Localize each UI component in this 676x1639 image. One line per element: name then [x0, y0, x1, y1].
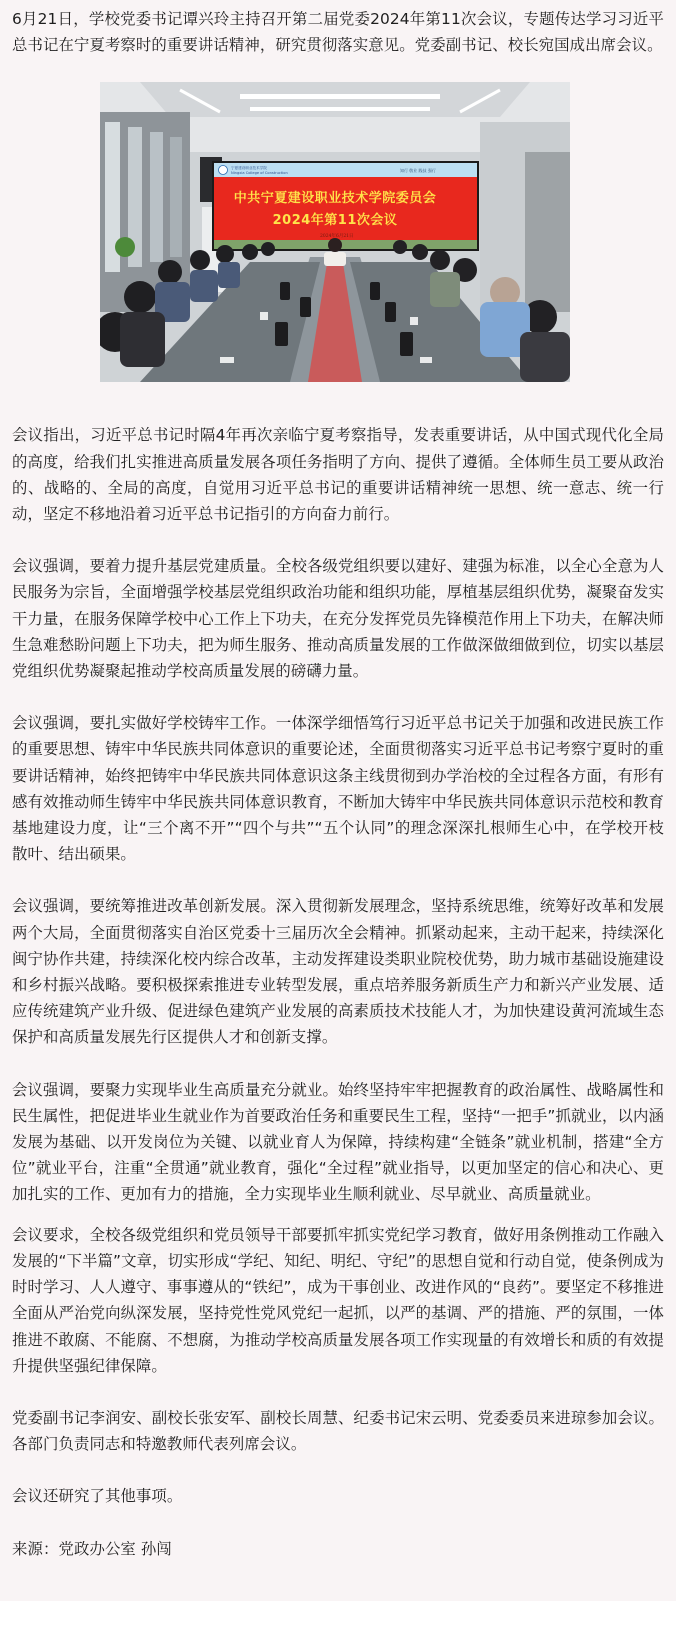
source-line: 来源：党政办公室 孙闯: [12, 1539, 172, 1558]
banner-school-name-en: Ningxia College of Construction: [231, 171, 288, 176]
paragraph-ethnic-unity: 会议强调，要扎实做好学校铸牢工作。一体深学细悟笃行习近平总书记关于加强和改进民族工作的重要思想、铸牢中华民族共同体意识的重要论述，全面贯彻落实习近平总书记考察宁夏时的重要讲话精神，始终把铸牢中华民族共同体意识这条主线贯彻到办学治校的全过程各方面，有形有感有效推动师生铸牢中华民族共同体意识教育，不断加大铸牢中华民族共同体意识示范校和教育基地建设力度，让“三个离不开”“四个与共”“五个认同”的理念深深扎根师生心中，在学校开枝散叶、结出硕果。: [12, 714, 664, 864]
meeting-photo-illustration: [100, 82, 570, 382]
paragraph-reform: 会议强调，要统筹推进改革创新发展。深入贯彻新发展理念，坚持系统思维，统筹好改革和发展两个大局，全面贯彻落实自治区党委十三届历次全会精神。抓紧动起来，主动干起来，持续深化闽宁协作共建，持续深化校内综合改革，主动发挥建设类职业院校优势，助力城市基础设施建设和乡村振兴战略。要积极探索推进专业转型发展，重点培养服务新质生产力和新兴产业发展、适应传统建筑产业升级、促进绿色建筑产业发展的高素质技术技能人才，为加快建设黄河流域生态保护和高质量发展先行区提供人才和创新支撑。: [12, 897, 664, 1047]
banner-date: 2024年6月21日: [320, 234, 354, 240]
banner-motto: 知行 敬业 践技 强行: [400, 168, 436, 174]
banner-title-line1: 中共宁夏建设职业技术学院委员会: [233, 191, 437, 207]
meeting-photo: [100, 82, 570, 382]
paragraph-party-building: 会议强调，要着力提升基层党建质量。全校各级党组织要以建好、建强为标准，以全心全意为人民服务为宗旨，全面增强学校基层党组织政治功能和组织功能，厚植基层组织优势，凝聚奋发实干力量，在服务保障学校中心工作上下功夫，在充分发挥党员先锋模范作用上下功夫，在解决师生急难愁盼问题上下功夫，把为师生服务、推动高质量发展的工作做深做细做到位，切实以基层党组织优势凝聚起推动学校高质量发展的磅礴力量。: [12, 557, 664, 681]
paragraph-intro: 6月21日，学校党委书记谭兴玲主持召开第二届党委2024年第11次会议，专题传达学习习近平总书记在宁夏考察时的重要讲话精神，研究贯彻落实意见。党委副书记、校长宛国成出席会议。: [12, 10, 664, 55]
banner-school-name-cn: 宁夏建设职业技术学院: [231, 166, 267, 171]
paragraph-employment: 会议强调，要聚力实现毕业生高质量充分就业。始终坚持牢牢把握教育的政治属性、战略属性和民生属性，把促进毕业生就业作为首要政治任务和重要民生工程，坚持“一把手”抓就业，以内涵发展为基础、以开发岗位为关键、以就业育人为保障，持续构建“全链条”就业机制，搭建“全方位”就业平台，注重“全贯通”就业教育，强化“全过程”就业指导，以更加坚定的信心和决心、更加扎实的工作、更加有力的措施，全力实现毕业生顺利就业、尽早就业、高质量就业。: [12, 1080, 664, 1204]
chair-person: [328, 238, 342, 252]
school-logo-icon: [219, 166, 228, 175]
paragraph-discipline: 会议要求，全校各级党组织和党员领导干部要抓牢抓实党纪学习教育，做好用条例推动工作融入发展的“下半篇”文章，切实形成“学纪、知纪、明纪、守纪”的思想自觉和行动自觉，使条例成为时时学习、人人遵守、事事遵从的“铁纪”，成为干事创业、改进作风的“良药”。要坚定不移推进全面从严治党向纵深发展，坚持党性党风党纪一起抓，以严的基调、严的措施、严的氛围，一体推进不敢腐、不能腐、不想腐，为推动学校高质量发展各项工作实现量的有效增长和质的有效提升提供坚强纪律保障。: [12, 1225, 664, 1375]
plant: [115, 237, 135, 257]
banner-title-line2: 2024年第11次会议: [272, 213, 398, 229]
paragraph-pointed-out: 会议指出，习近平总书记时隔4年再次亲临宁夏考察指导，发表重要讲话，从中国式现代化全局的高度，给我们扎实推进高质量发展各项任务指明了方向、提供了遵循。全体师生员工要从政治的、战略的、全局的高度，自觉用习近平总书记的重要讲话精神统一思想、统一意志、统一行动，坚定不移地沿着习近平总书记指引的方向奋力前行。: [12, 426, 664, 524]
paragraph-attendees: 党委副书记李润安、副校长张安军、副校长周慧、纪委书记宋云明、党委委员来进琼参加会议。各部门负责同志和特邀教师代表列席会议。: [12, 1408, 664, 1454]
ceiling-light: [240, 94, 440, 99]
paragraph-other-matters: 会议还研究了其他事项。: [12, 1487, 183, 1506]
